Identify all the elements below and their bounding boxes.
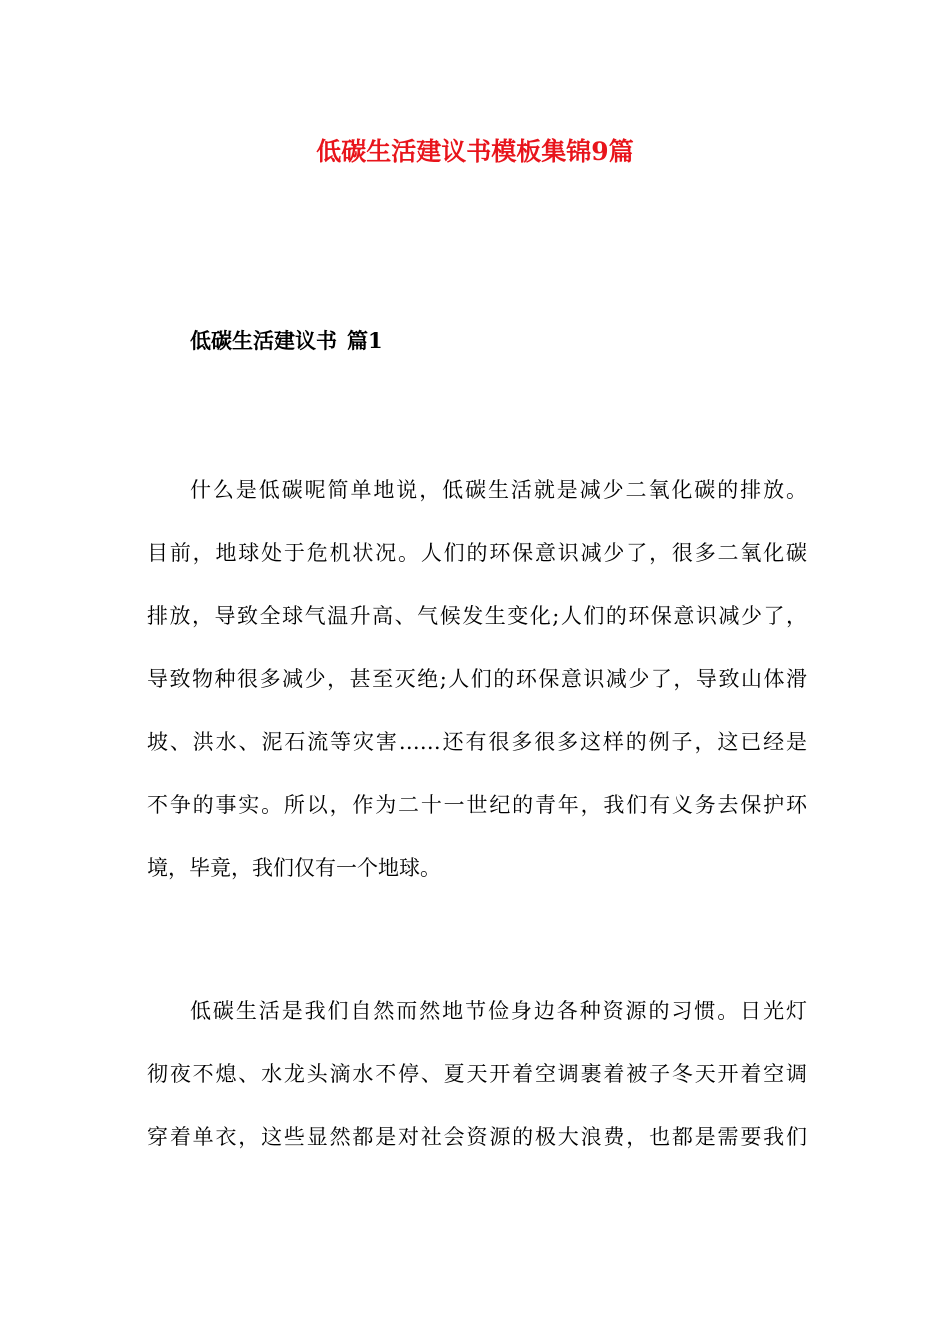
document-title: 低碳生活建议书模板集锦9篇	[316, 137, 634, 166]
paragraph-line: 不争的事实。所以，作为二十一世纪的青年，我们有义务去保护环	[147, 793, 807, 817]
paragraph-1	[147, 475, 807, 916]
paragraph-line: 坡、洪水、泥石流等灾害……还有很多很多这样的例子，这已经是	[147, 730, 807, 754]
paragraph-line: 彻夜不熄、水龙头滴水不停、夏天开着空调裹着被子冬天开着空调	[147, 1062, 807, 1086]
paragraph-line: 排放，导致全球气温升高、气候发生变化;人们的环保意识减少了，	[147, 604, 807, 628]
paragraph-2	[147, 996, 807, 1185]
paragraph-line: 什么是低碳呢简单地说，低碳生活就是减少二氧化碳的排放。	[190, 478, 807, 502]
paragraph-line: 境，毕竟，我们仅有一个地球。	[147, 856, 441, 880]
section-heading	[190, 326, 383, 356]
paragraph-line: 低碳生活是我们自然而然地节俭身边各种资源的习惯。日光灯	[190, 999, 807, 1023]
paragraph-line: 目前，地球处于危机状况。人们的环保意识减少了，很多二氧化碳	[147, 541, 807, 565]
paragraph-line: 穿着单衣，这些显然都是对社会资源的极大浪费，也都是需要我们	[147, 1125, 807, 1149]
section-title: 低碳生活建议书	[190, 328, 337, 353]
paragraph-line: 导致物种很多减少，甚至灭绝;人们的环保意识减少了，导致山体滑	[147, 667, 807, 691]
section-number: 篇1	[347, 328, 383, 353]
